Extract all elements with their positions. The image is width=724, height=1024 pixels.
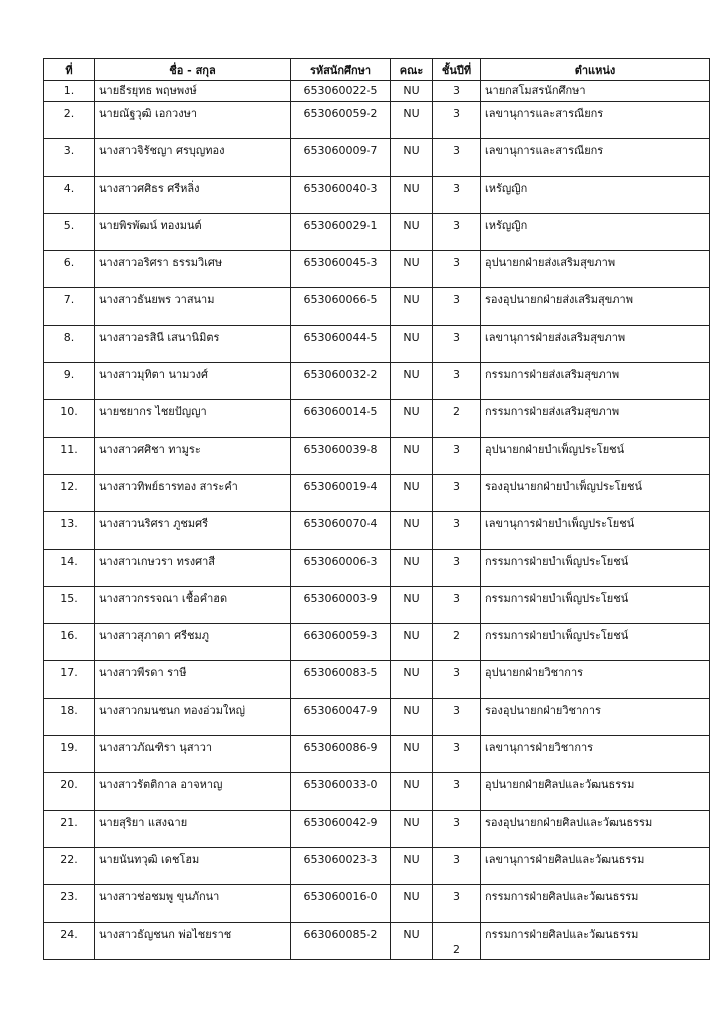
cell-year: 3 xyxy=(433,549,481,586)
table-row xyxy=(44,885,710,922)
cell-faculty: NU xyxy=(391,176,433,213)
cell-name: นางสาวภัณฑิรา นุสาวา xyxy=(95,736,291,773)
cell-no: 12. xyxy=(44,474,95,511)
cell-name: นางสาวกรรจณา เชื้อคำฮด xyxy=(95,586,291,623)
table-row xyxy=(44,363,710,400)
cell-name: นางสาวกมนชนก ทองอ่วมใหญ่ xyxy=(95,698,291,735)
cell-student-id: 653060047-9 xyxy=(291,698,391,735)
cell-faculty: NU xyxy=(391,922,433,959)
cell-name: นายณัฐวุฒิ เอกวงษา xyxy=(95,102,291,139)
cell-student-id: 663060014-5 xyxy=(291,400,391,437)
cell-name: นายนันทวุฒิ เดชโฮม xyxy=(95,847,291,884)
cell-student-id: 653060044-5 xyxy=(291,325,391,362)
cell-name: นางสาวศศิชา ทามูระ xyxy=(95,437,291,474)
cell-name: นางสาวธันยพร วาสนาม xyxy=(95,288,291,325)
cell-faculty: NU xyxy=(391,810,433,847)
cell-no: 23. xyxy=(44,885,95,922)
cell-no: 5. xyxy=(44,213,95,250)
cell-year: 3 xyxy=(433,437,481,474)
cell-student-id: 653060033-0 xyxy=(291,773,391,810)
cell-position: รองอุปนายกฝ่ายวิชาการ xyxy=(481,698,710,735)
header-name: ชื่อ - สกุล xyxy=(95,59,291,81)
cell-name: นางสาวทิพย์ธารทอง สาระคำ xyxy=(95,474,291,511)
cell-student-id: 653060059-2 xyxy=(291,102,391,139)
cell-position: กรรมการฝ่ายบำเพ็ญประโยชน์ xyxy=(481,586,710,623)
header-year: ชั้นปีที่ xyxy=(433,59,481,81)
cell-faculty: NU xyxy=(391,698,433,735)
cell-year: 3 xyxy=(433,325,481,362)
table-row xyxy=(44,586,710,623)
cell-faculty: NU xyxy=(391,512,433,549)
cell-student-id: 653060003-9 xyxy=(291,586,391,623)
cell-name: นายสุริยา แสงฉาย xyxy=(95,810,291,847)
cell-year: 3 xyxy=(433,363,481,400)
header-faculty: คณะ xyxy=(391,59,433,81)
cell-year: 2 xyxy=(433,922,481,959)
cell-year: 2 xyxy=(433,624,481,661)
table-row xyxy=(44,325,710,362)
cell-student-id: 653060039-8 xyxy=(291,437,391,474)
cell-faculty: NU xyxy=(391,847,433,884)
cell-name: นางสาวศศิธร ศรีหลิ่ง xyxy=(95,176,291,213)
table-header-row xyxy=(44,59,710,81)
cell-student-id: 663060085-2 xyxy=(291,922,391,959)
cell-no: 14. xyxy=(44,549,95,586)
cell-student-id: 653060029-1 xyxy=(291,213,391,250)
cell-year: 3 xyxy=(433,102,481,139)
cell-year: 3 xyxy=(433,288,481,325)
cell-faculty: NU xyxy=(391,885,433,922)
cell-no: 20. xyxy=(44,773,95,810)
cell-name: นายพิรพัฒน์ ทองมนต์ xyxy=(95,213,291,250)
cell-faculty: NU xyxy=(391,139,433,176)
committee-table xyxy=(43,58,710,960)
cell-position: อุปนายกฝ่ายบำเพ็ญประโยชน์ xyxy=(481,437,710,474)
cell-no: 24. xyxy=(44,922,95,959)
cell-year: 3 xyxy=(433,139,481,176)
cell-faculty: NU xyxy=(391,773,433,810)
cell-year: 2 xyxy=(433,400,481,437)
cell-position: อุปนายกฝ่ายวิชาการ xyxy=(481,661,710,698)
table-row xyxy=(44,400,710,437)
cell-no: 22. xyxy=(44,847,95,884)
cell-student-id: 653060083-5 xyxy=(291,661,391,698)
cell-no: 9. xyxy=(44,363,95,400)
cell-position: รองอุปนายกฝ่ายส่งเสริมสุขภาพ xyxy=(481,288,710,325)
table-row xyxy=(44,810,710,847)
cell-position: รองอุปนายกฝ่ายศิลปและวัฒนธรรม xyxy=(481,810,710,847)
cell-name: นางสาวมุทิตา นามวงศ์ xyxy=(95,363,291,400)
cell-position: เหรัญญิก xyxy=(481,213,710,250)
cell-no: 17. xyxy=(44,661,95,698)
cell-student-id: 653060086-9 xyxy=(291,736,391,773)
cell-position: เหรัญญิก xyxy=(481,176,710,213)
cell-faculty: NU xyxy=(391,661,433,698)
cell-year: 3 xyxy=(433,474,481,511)
header-position: ตำแหน่ง xyxy=(481,59,710,81)
cell-student-id: 653060016-0 xyxy=(291,885,391,922)
table-row xyxy=(44,251,710,288)
cell-name: นางสาวจิรัชญา ศรบุญทอง xyxy=(95,139,291,176)
cell-no: 8. xyxy=(44,325,95,362)
cell-position: เลขานุการและสารณียกร xyxy=(481,102,710,139)
cell-position: เลขานุการฝ่ายส่งเสริมสุขภาพ xyxy=(481,325,710,362)
cell-faculty: NU xyxy=(391,400,433,437)
cell-position: กรรมการฝ่ายบำเพ็ญประโยชน์ xyxy=(481,624,710,661)
cell-year: 3 xyxy=(433,176,481,213)
cell-position: กรรมการฝ่ายส่งเสริมสุขภาพ xyxy=(481,363,710,400)
cell-faculty: NU xyxy=(391,624,433,661)
cell-year: 3 xyxy=(433,810,481,847)
cell-student-id: 653060032-2 xyxy=(291,363,391,400)
cell-year: 3 xyxy=(433,661,481,698)
cell-student-id: 653060040-3 xyxy=(291,176,391,213)
cell-no: 13. xyxy=(44,512,95,549)
cell-faculty: NU xyxy=(391,549,433,586)
cell-no: 16. xyxy=(44,624,95,661)
table-row xyxy=(44,549,710,586)
cell-year: 3 xyxy=(433,512,481,549)
cell-year: 3 xyxy=(433,81,481,102)
table-body xyxy=(44,81,710,960)
table-row xyxy=(44,139,710,176)
cell-year: 3 xyxy=(433,736,481,773)
table-row xyxy=(44,624,710,661)
table-row xyxy=(44,474,710,511)
cell-year: 3 xyxy=(433,251,481,288)
cell-student-id: 653060023-3 xyxy=(291,847,391,884)
table-row xyxy=(44,437,710,474)
cell-name: นางสาวอริศรา ธรรมวิเศษ xyxy=(95,251,291,288)
cell-faculty: NU xyxy=(391,586,433,623)
cell-student-id: 653060019-4 xyxy=(291,474,391,511)
table-row xyxy=(44,102,710,139)
cell-student-id: 653060066-5 xyxy=(291,288,391,325)
cell-no: 1. xyxy=(44,81,95,102)
cell-name: นายธีรยุทธ พฤษพงษ์ xyxy=(95,81,291,102)
cell-name: นางสาวสุภาดา ศรีชมภู xyxy=(95,624,291,661)
table-row xyxy=(44,698,710,735)
cell-position: เลขานุการและสารณียกร xyxy=(481,139,710,176)
cell-position: อุปนายกฝ่ายส่งเสริมสุขภาพ xyxy=(481,251,710,288)
table-row xyxy=(44,288,710,325)
cell-no: 6. xyxy=(44,251,95,288)
table-row xyxy=(44,661,710,698)
cell-no: 4. xyxy=(44,176,95,213)
cell-name: นางสาวอรสินี เสนานิมิตร xyxy=(95,325,291,362)
cell-no: 11. xyxy=(44,437,95,474)
cell-no: 3. xyxy=(44,139,95,176)
cell-position: รองอุปนายกฝ่ายบำเพ็ญประโยชน์ xyxy=(481,474,710,511)
cell-position: กรรมการฝ่ายส่งเสริมสุขภาพ xyxy=(481,400,710,437)
cell-name: นางสาวพีรดา ราษี xyxy=(95,661,291,698)
cell-no: 18. xyxy=(44,698,95,735)
cell-year: 3 xyxy=(433,213,481,250)
cell-position: อุปนายกฝ่ายศิลปและวัฒนธรรม xyxy=(481,773,710,810)
cell-no: 19. xyxy=(44,736,95,773)
cell-position: นายกสโมสรนักศึกษา xyxy=(481,81,710,102)
cell-name: นางสาวเกษวรา ทรงศาสี xyxy=(95,549,291,586)
cell-year: 3 xyxy=(433,773,481,810)
cell-position: เลขานุการฝ่ายวิชาการ xyxy=(481,736,710,773)
cell-no: 15. xyxy=(44,586,95,623)
cell-faculty: NU xyxy=(391,736,433,773)
cell-faculty: NU xyxy=(391,363,433,400)
cell-no: 7. xyxy=(44,288,95,325)
cell-no: 10. xyxy=(44,400,95,437)
cell-faculty: NU xyxy=(391,81,433,102)
cell-name: นางสาวรัตติกาล อาจหาญ xyxy=(95,773,291,810)
cell-student-id: 653060006-3 xyxy=(291,549,391,586)
cell-faculty: NU xyxy=(391,288,433,325)
cell-position: เลขานุการฝ่ายศิลปและวัฒนธรรม xyxy=(481,847,710,884)
cell-student-id: 653060045-3 xyxy=(291,251,391,288)
table-row xyxy=(44,176,710,213)
cell-faculty: NU xyxy=(391,251,433,288)
cell-faculty: NU xyxy=(391,213,433,250)
cell-name: นางสาวนริศรา ภูชมศรี xyxy=(95,512,291,549)
table-row xyxy=(44,213,710,250)
cell-student-id: 663060059-3 xyxy=(291,624,391,661)
table-row xyxy=(44,922,710,959)
table-row xyxy=(44,773,710,810)
table-row xyxy=(44,736,710,773)
header-no: ที่ xyxy=(44,59,95,81)
cell-faculty: NU xyxy=(391,437,433,474)
cell-position: กรรมการฝ่ายศิลปและวัฒนธรรม xyxy=(481,885,710,922)
cell-year: 3 xyxy=(433,586,481,623)
cell-no: 21. xyxy=(44,810,95,847)
cell-student-id: 653060009-7 xyxy=(291,139,391,176)
cell-year: 3 xyxy=(433,885,481,922)
cell-faculty: NU xyxy=(391,325,433,362)
cell-faculty: NU xyxy=(391,474,433,511)
header-student-id: รหัสนักศึกษา xyxy=(291,59,391,81)
cell-student-id: 653060042-9 xyxy=(291,810,391,847)
table-row xyxy=(44,847,710,884)
cell-student-id: 653060022-5 xyxy=(291,81,391,102)
cell-year: 3 xyxy=(433,847,481,884)
cell-position: กรรมการฝ่ายบำเพ็ญประโยชน์ xyxy=(481,549,710,586)
cell-position: เลขานุการฝ่ายบำเพ็ญประโยชน์ xyxy=(481,512,710,549)
cell-student-id: 653060070-4 xyxy=(291,512,391,549)
cell-name: นางสาวช่อชมพู ขุนภักนา xyxy=(95,885,291,922)
table-row xyxy=(44,81,710,102)
cell-faculty: NU xyxy=(391,102,433,139)
table-row xyxy=(44,512,710,549)
document-page xyxy=(43,58,709,960)
cell-name: นางสาวธัญชนก พ่อไชยราช xyxy=(95,922,291,959)
cell-position: กรรมการฝ่ายศิลปและวัฒนธรรม xyxy=(481,922,710,959)
cell-no: 2. xyxy=(44,102,95,139)
cell-year: 3 xyxy=(433,698,481,735)
cell-name: นายชยากร ไชยปัญญา xyxy=(95,400,291,437)
